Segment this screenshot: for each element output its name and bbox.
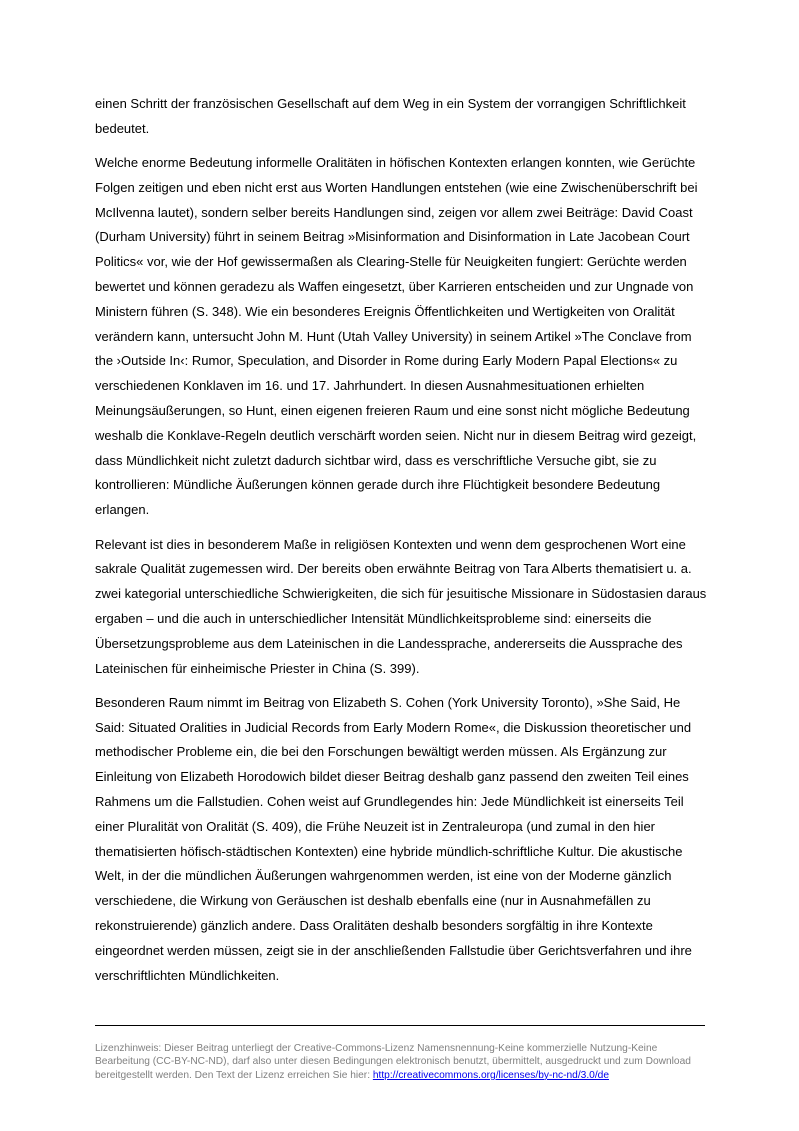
document-body (95, 92, 713, 998)
license-link[interactable]: http://creativecommons.org/licenses/by-nc-nd/3.0/de (372, 1069, 609, 1081)
license-footer (95, 1025, 705, 1082)
paragraph-1: einen Schritt der französischen Gesellschaft auf dem Weg in ein System der vorrangigen Schriftlichkeit bedeutet. (95, 96, 686, 136)
paragraph-3: Relevant ist dies in besonderem Maße in religiösen Kontexten und wenn dem gesprochenen Wort eine sakrale Qualität zugemessen wird. Der bereits oben erwähnte Beitrag von Tara Alberts thematisiert u. a. zwei kategorial unterschiedliche Schwierigkeiten, die sich für jesuitische Missionare in Südostasien daraus ergaben – und die auch in unterschiedlicher Intensität Mündlichkeitsprobleme sind: einerseits die Übersetzungsprobleme aus dem Lateinischen in die Landessprache, andererseits die Aussprache des Lateinischen für einheimische Priester in China (S. 399). (95, 536, 707, 676)
paragraph-2: Welche enorme Bedeutung informelle Oralitäten in höfischen Kontexten erlangen konnten, wie Gerüchte Folgen zeitigen und eben nicht erst aus Worten Handlungen entstehen (wie eine Zwischenüberschrift bei McIlvenna lautet), sondern selber bereits Handlungen sind, zeigen vor allem zwei Beiträge: David Coast (Durham University) führt in seinem Beitrag »Misinformation and Disinformation in Late Jacobean Court Politics« vor, wie der Hof gewissermaßen als Clearing-Stelle für Neuigkeiten fungiert: Gerüchte werden bewertet und können geradezu als Waffen eingesetzt, über Karrieren entscheiden und zur Ungnade von Ministern führen (S. 348). Wie ein besonderes Ereignis Öffentlichkeiten und Wertigkeiten von Oralität verändern kann, untersucht John M. Hunt (Utah Valley University) in seinem Artikel »The Conclave from the ›Outside In‹: Rumor, Speculation, and Disorder in Rome during Early Modern Papal Elections« zu verschiedenen Konklaven im 16. und 17. Jahrhundert. In diesen Ausnahmesituationen erhielten Meinungsäußerungen, so Hunt, einen eigenen freieren Raum und eine sonst nicht mögliche Bedeutung weshalb die Konklave-Regeln deutlich verschärft worden seien. Nicht nur in diesem Beitrag wird gezeigt, dass Mündlichkeit nicht zuletzt dadurch sichtbar wird, dass es verschriftliche Versuche gibt, sie zu kontrollieren: Mündliche Äußerungen können gerade durch ihre Flüchtigkeit besondere Bedeutung erlangen. (95, 155, 698, 518)
paragraph-4: Besonderen Raum nimmt im Beitrag von Elizabeth S. Cohen (York University Toronto), »She Said, He Said: Situated Oralities in Judicial Records from Early Modern Rome«, die Diskussion theoretischer und methodischer Probleme ein, die bei den Forschungen bewältigt werden müssen. Als Ergänzung zur Einleitung von Elizabeth Horodowich bildet dieser Beitrag deshalb ganz passend den zweiten Teil eines Rahmens um die Fallstudien. Cohen weist auf Grundlegendes hin: Jede Mündlichkeit ist einerseits Teil einer Pluralität von Oralität (S. 409), die Frühe Neuzeit ist in Zentraleuropa (und zumal in den hier thematisierten höfisch-städtischen Kontexten) eine hybride mündlich-schriftliche Kultur. Die akustische Welt, in der die mündlichen Äußerungen wahrgenommen werden, ist eine von der Moderne gänzlich verschiedene, die Wirkung von Geräuschen ist deshalb ebenfalls eine (nur in Ausnahmefällen zu rekonstruierende) gänzlich andere. Dass Oralitäten deshalb besonders sorgfältig in ihre Kontexte eingeordnet werden müssen, zeigt sie in der anschließenden Fallstudie über Gerichtsverfahren und ihre verschriftlichten Mündlichkeiten. (95, 694, 692, 983)
license-text: Lizenzhinweis: Dieser Beitrag unterliegt der Creative-Commons-Lizenz Namensnennung-Keine kommerzielle Nutzung-Keine Bearbeitung (CC-BY-NC-ND), darf also unter diesen Bedingungen elektronisch benutzt, übermittelt, ausgedruckt und zum Download bereitgestellt werden. Den Text der Lizenz erreichen Sie hier: (95, 1043, 691, 1081)
footer-divider (95, 1025, 705, 1026)
license-notice (95, 1042, 705, 1082)
